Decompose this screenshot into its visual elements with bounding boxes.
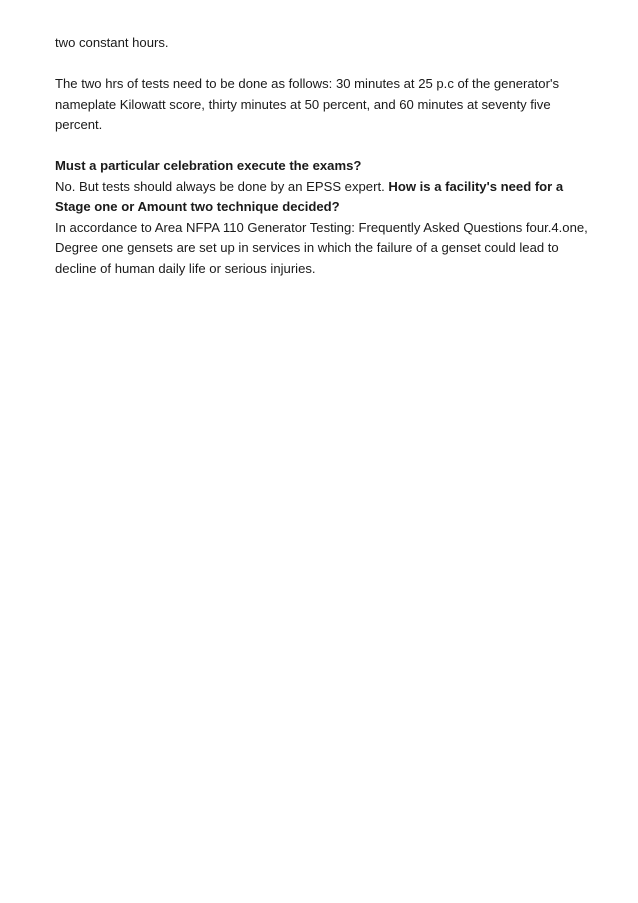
faq-question-1 <box>55 156 595 177</box>
faq-question-2-text: How is a facility's need for a Stage one or Amount two technique decided? <box>55 178 564 214</box>
faq-answer-1-text: No. But tests should always be done by an EPSS expert. <box>55 178 385 194</box>
paragraph-test-schedule <box>55 74 595 136</box>
faq-answer-block <box>55 177 595 218</box>
faq-answer-2 <box>55 218 595 280</box>
paragraph-gap <box>55 136 595 157</box>
paragraph-hours-text: two constant hours. <box>55 35 169 50</box>
document-body <box>55 33 595 279</box>
paragraph-test-schedule-text: The two hrs of tests need to be done as follows: 30 minutes at 25 p.c of the generator's nameplate Kilowatt score, thirty minutes at 50 percent, and 60 minutes at seventy five percent. <box>55 76 559 132</box>
faq-answer-2-text: In accordance to Area NFPA 110 Generator Testing: Frequently Asked Questions four.4.one, Degree one gensets are set up in services in which the failure of a genset could lead to decline of human daily life or serious injuries. <box>55 219 588 276</box>
paragraph-gap <box>55 54 595 75</box>
paragraph-hours <box>55 33 595 54</box>
faq-question-1-text: Must a particular celebration execute the exams? <box>55 158 362 173</box>
